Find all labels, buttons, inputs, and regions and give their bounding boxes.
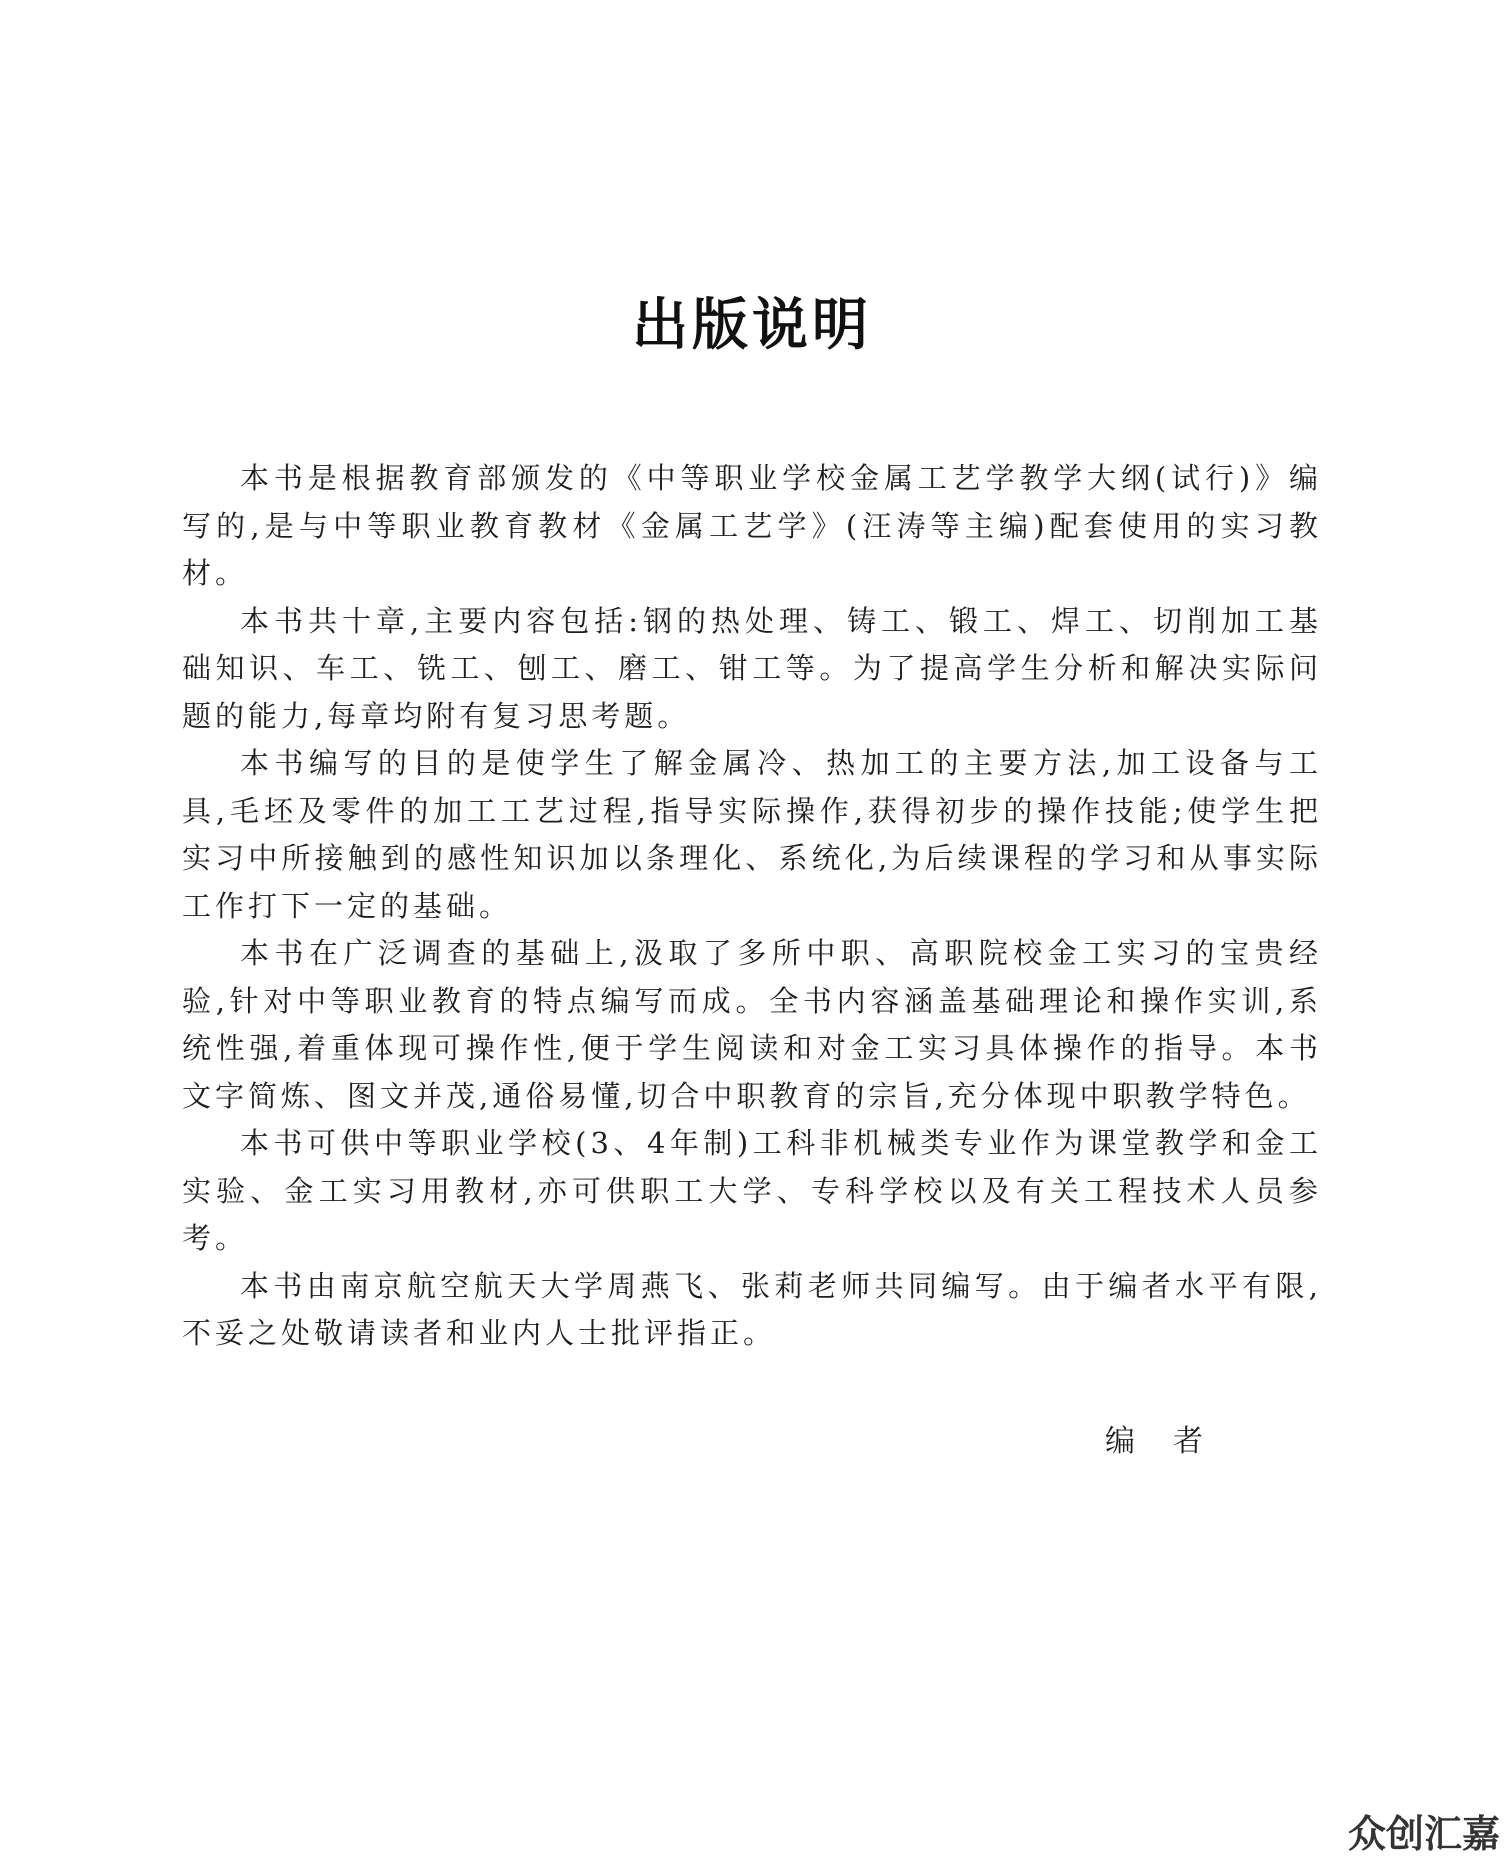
watermark: 众创汇嘉	[1348, 1812, 1501, 1856]
paragraph-4: 本书在广泛调查的基础上,汲取了多所中职、高职院校金工实习的宝贵经验,针对中等职业教育的特点编写而成。全书内容涵盖基础理论和操作实训,系统性强,着重体现可操作性,便于学生阅读和对金工实习具体操作的指导。本书文字简炼、图文并茂,通俗易懂,切合中职教育的宗旨,充分体现中职教学特色。	[182, 936, 1322, 1113]
paragraph-6: 本书由南京航空航天大学周燕飞、张莉老师共同编写。由于编者水平有限,不妥之处敬请读者和业内人士批评指正。	[182, 1268, 1322, 1350]
paragraph-1: 本书是根据教育部颁发的《中等职业学校金属工艺学教学大纲(试行)》编写的,是与中等职业教育教材《金属工艺学》(汪涛等主编)配套使用的实习教材。	[182, 461, 1322, 590]
paragraph-3: 本书编写的目的是使学生了解金属冷、热加工的主要方法,加工设备与工具,毛坯及零件的加工工艺过程,指导实际操作,获得初步的操作技能;使学生把实习中所接触到的感性知识加以条理化、系统化,为后续课程的学习和从事实际工作打下一定的基础。	[182, 746, 1322, 923]
paragraph-2: 本书共十章,主要内容包括:钢的热处理、铸工、锻工、焊工、切削加工基础知识、车工、铣工、刨工、磨工、钳工等。为了提高学生分析和解决实际问题的能力,每章均附有复习思考题。	[182, 603, 1322, 733]
document-body	[182, 455, 1322, 1358]
signature: 编者	[1105, 1424, 1241, 1459]
paragraph-5: 本书可供中等职业学校(3、4年制)工科非机械类专业作为课堂教学和金工实验、金工实习用教材,亦可供职工大学、专科学校以及有关工程技术人员参考。	[182, 1126, 1322, 1255]
page-title: 出版说明	[632, 293, 872, 358]
